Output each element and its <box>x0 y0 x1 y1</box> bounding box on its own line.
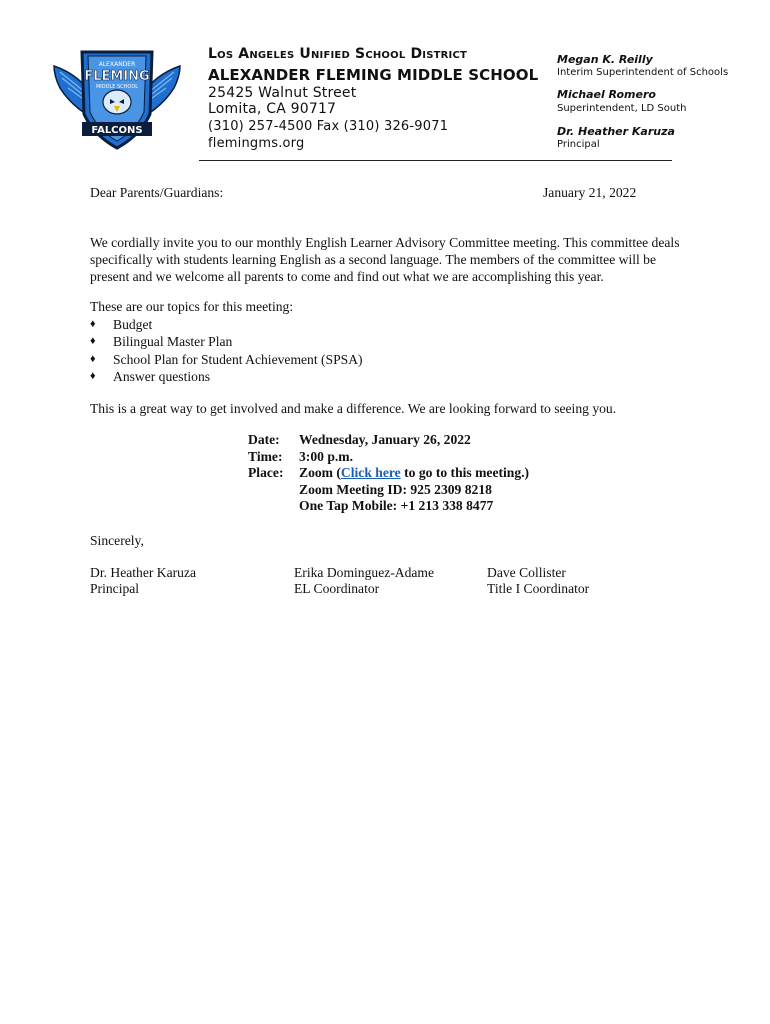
topic-text: School Plan for Student Achievement (SPSA) <box>113 351 363 367</box>
list-item <box>90 333 363 350</box>
school-name: ALEXANDER FLEMING MIDDLE SCHOOL <box>208 66 539 84</box>
signature-el-name: Erika Dominguez-Adame <box>294 565 435 580</box>
topics-heading: These are our topics for this meeting: <box>90 299 294 314</box>
place-label: Place: <box>248 465 284 481</box>
intro-paragraph: We cordially invite you to our monthly English Learner Advisory Committee meeting. This committee deals specifically with students learning English as a second language. The members of the committee will be present and we welcome all parents to come and find out what we are accomplishing this year. <box>90 235 680 284</box>
school-logo <box>52 44 182 152</box>
city-address: Lomita, CA 90717 <box>208 101 337 117</box>
time-label: Time: <box>248 448 283 464</box>
diamond-bullet-icon: ♦ <box>90 352 96 365</box>
place-prefix: Zoom ( <box>299 465 341 481</box>
logo-sub-text: MIDDLE SCHOOL <box>95 84 139 90</box>
staff-name-superintendent: Megan K. Reilly <box>557 53 653 66</box>
logo-main-text: FLEMING <box>84 69 150 84</box>
salutation: Dear Parents/Guardians: <box>90 185 224 200</box>
closing-line: This is a great way to get involved and make a difference. We are looking forward to seeing you. <box>90 401 617 416</box>
date-label: Date: <box>248 432 280 447</box>
signature-title1-name: Dave Collister <box>487 565 566 580</box>
zoom-meeting-id: Zoom Meeting ID: 925 2309 8218 <box>299 481 492 497</box>
phone-fax: (310) 257-4500 Fax (310) 326-9071 <box>208 119 449 134</box>
letter-date: January 21, 2022 <box>543 185 637 200</box>
list-item <box>90 351 363 368</box>
website: flemingms.org <box>208 136 305 151</box>
staff-title-principal: Principal <box>557 139 600 150</box>
place-suffix: to go to this meeting.) <box>400 465 530 481</box>
logo-banner-text: FALCONS <box>91 125 143 136</box>
staff-name-ld-superintendent: Michael Romero <box>557 88 656 101</box>
time-value: 3:00 p.m. <box>299 448 353 464</box>
topic-text: Answer questions <box>113 368 211 384</box>
one-tap-mobile: One Tap Mobile: +1 213 338 8477 <box>299 498 494 514</box>
signature-principal-title: Principal <box>90 581 140 596</box>
district-name: Los Angeles Unified School District <box>208 46 468 62</box>
topics-list <box>90 316 363 385</box>
meeting-details <box>248 432 529 515</box>
place-value <box>299 465 529 482</box>
diamond-bullet-icon: ♦ <box>90 369 96 382</box>
staff-title-superintendent: Interim Superintendent of Schools <box>557 67 729 78</box>
signature-el-title: EL Coordinator <box>294 581 380 596</box>
staff-title-ld-superintendent: Superintendent, LD South <box>557 103 687 114</box>
street-address: 25425 Walnut Street <box>208 85 357 101</box>
sign-off: Sincerely, <box>90 533 144 548</box>
topic-text: Budget <box>113 317 153 332</box>
letterhead-divider <box>199 160 672 161</box>
logo-top-text: ALEXANDER <box>98 61 136 68</box>
list-item <box>90 368 363 385</box>
diamond-bullet-icon: ♦ <box>90 335 96 348</box>
signature-title1-title: Title I Coordinator <box>487 581 590 596</box>
staff-name-principal: Dr. Heather Karuza <box>557 125 675 138</box>
list-item <box>90 316 363 333</box>
diamond-bullet-icon: ♦ <box>90 318 96 330</box>
topic-text: Bilingual Master Plan <box>113 334 233 350</box>
signature-principal-name: Dr. Heather Karuza <box>90 565 197 580</box>
date-value: Wednesday, January 26, 2022 <box>299 432 471 447</box>
meeting-link[interactable]: Click here <box>340 465 401 481</box>
